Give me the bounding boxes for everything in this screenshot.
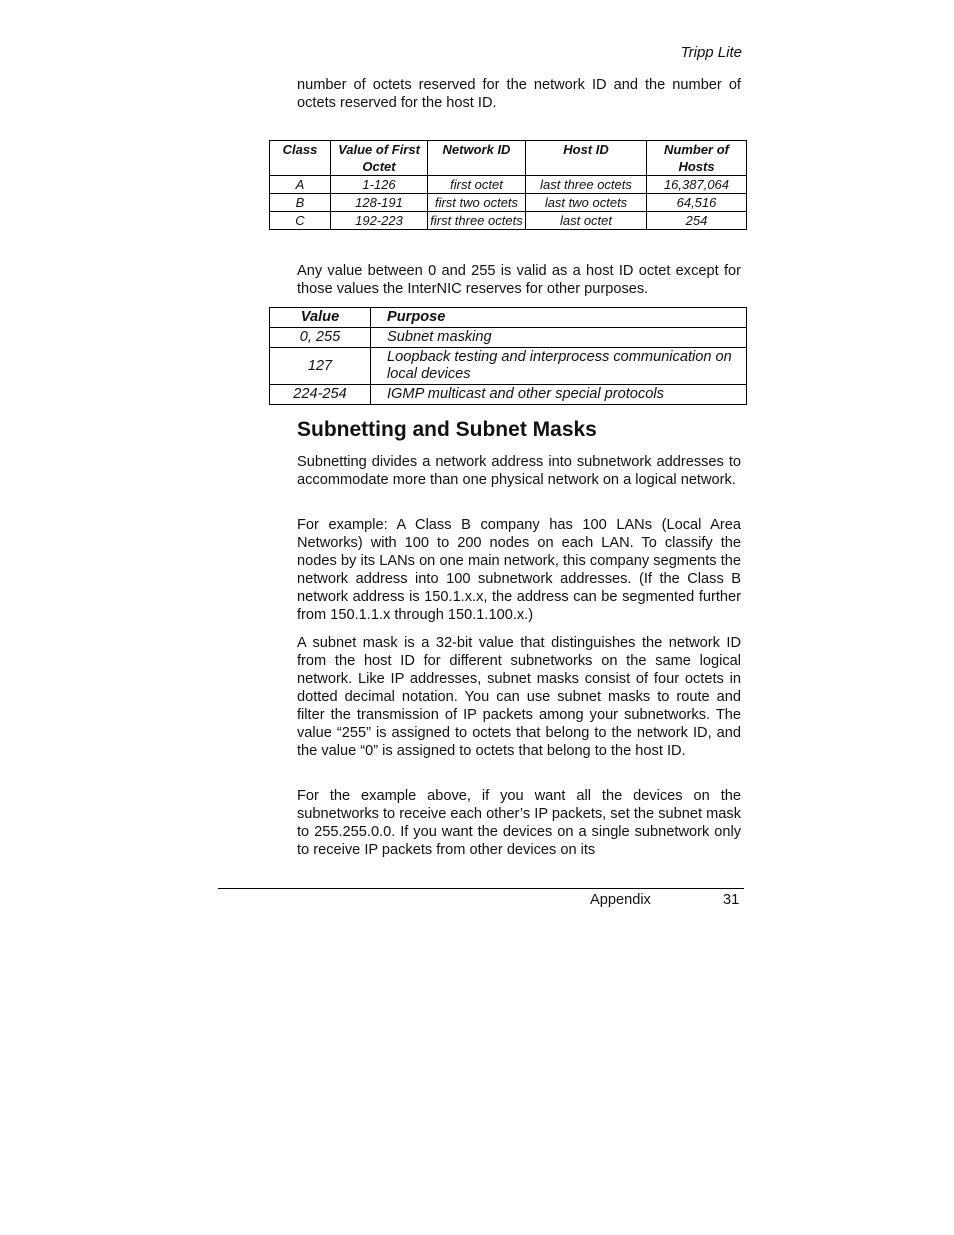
table-row <box>270 194 747 212</box>
col-value-header: Value <box>270 308 371 328</box>
table-row <box>270 176 747 194</box>
section-title: Subnetting and Subnet Masks <box>297 418 597 441</box>
valid-values-paragraph: Any value between 0 and 255 is valid as a host ID octet except for those values the InterNIC reserves for other purposes. <box>297 263 741 297</box>
body-paragraph: A subnet mask is a 32-bit value that distinguishes the network ID from the host ID for different subnetworks on the same logical network. Like IP addresses, subnet masks consist of four octets in dotted decimal notation. You can use subnet masks to route and filter the transmission of IP packets among your subnetworks. The value “255” is assigned to octets that belong to the network ID, and the value “0” is assigned to octets that belong to the host ID. <box>297 635 741 759</box>
footer-section-label: Appendix <box>590 892 651 908</box>
table-row <box>270 212 747 230</box>
table-cell: 192-223 <box>331 212 428 230</box>
col-class-header: Class <box>270 141 331 176</box>
footer-divider <box>218 888 744 889</box>
table-cell: 127 <box>270 348 371 385</box>
table-cell: IGMP multicast and other special protocols <box>371 385 747 405</box>
body-paragraph: Subnetting divides a network address into subnetwork addresses to accommodate more than one physical network on a logical network. <box>297 454 741 488</box>
table-header-row <box>270 308 747 328</box>
page-number: 31 <box>723 892 740 908</box>
table-cell: 128-191 <box>331 194 428 212</box>
reserved-values-table <box>269 307 747 405</box>
table-cell: first two octets <box>428 194 526 212</box>
table-cell: last octet <box>526 212 647 230</box>
table-row <box>270 328 747 348</box>
col-host-id-header: Host ID <box>526 141 647 176</box>
table-cell: 1-126 <box>331 176 428 194</box>
col-network-id-header: Network ID <box>428 141 526 176</box>
table-cell: A <box>270 176 331 194</box>
table-cell: Loopback testing and interprocess communication on local devices <box>371 348 747 385</box>
header-brand: Tripp Lite <box>680 44 742 61</box>
table-cell: first octet <box>428 176 526 194</box>
table-cell: last three octets <box>526 176 647 194</box>
col-hosts-header: Number of Hosts <box>647 141 747 176</box>
table-row <box>270 385 747 405</box>
table-cell: 16,387,064 <box>647 176 747 194</box>
intro-paragraph: number of octets reserved for the network ID and the number of octets reserved for the host ID. <box>297 77 741 111</box>
col-purpose-header: Purpose <box>371 308 747 328</box>
table-cell: 64,516 <box>647 194 747 212</box>
table-cell: 0, 255 <box>270 328 371 348</box>
body-paragraph: For example: A Class B company has 100 LANs (Local Area Networks) with 100 to 200 nodes on each LAN. To classify the nodes by its LANs on one main network, this company segments the network address into 100 subnetwork addresses. (If the Class B network address is 150.1.x.x, the address can be segmented further from 150.1.1.x through 150.1.100.x.) <box>297 517 741 623</box>
table-cell: last two octets <box>526 194 647 212</box>
ip-class-table <box>269 140 747 230</box>
table-cell: B <box>270 194 331 212</box>
table-header-row <box>270 141 747 176</box>
table-cell: first three octets <box>428 212 526 230</box>
table-row <box>270 348 747 385</box>
body-paragraph: For the example above, if you want all the devices on the subnetworks to receive each other’s IP packets, set the subnet mask to 255.255.0.0. If you want the devices on a single subnetwork only to receive IP packets from other devices on its <box>297 788 741 858</box>
table-cell: C <box>270 212 331 230</box>
table-cell: 224-254 <box>270 385 371 405</box>
table-cell: Subnet masking <box>371 328 747 348</box>
table-cell: 254 <box>647 212 747 230</box>
col-first-octet-header: Value of First Octet <box>331 141 428 176</box>
